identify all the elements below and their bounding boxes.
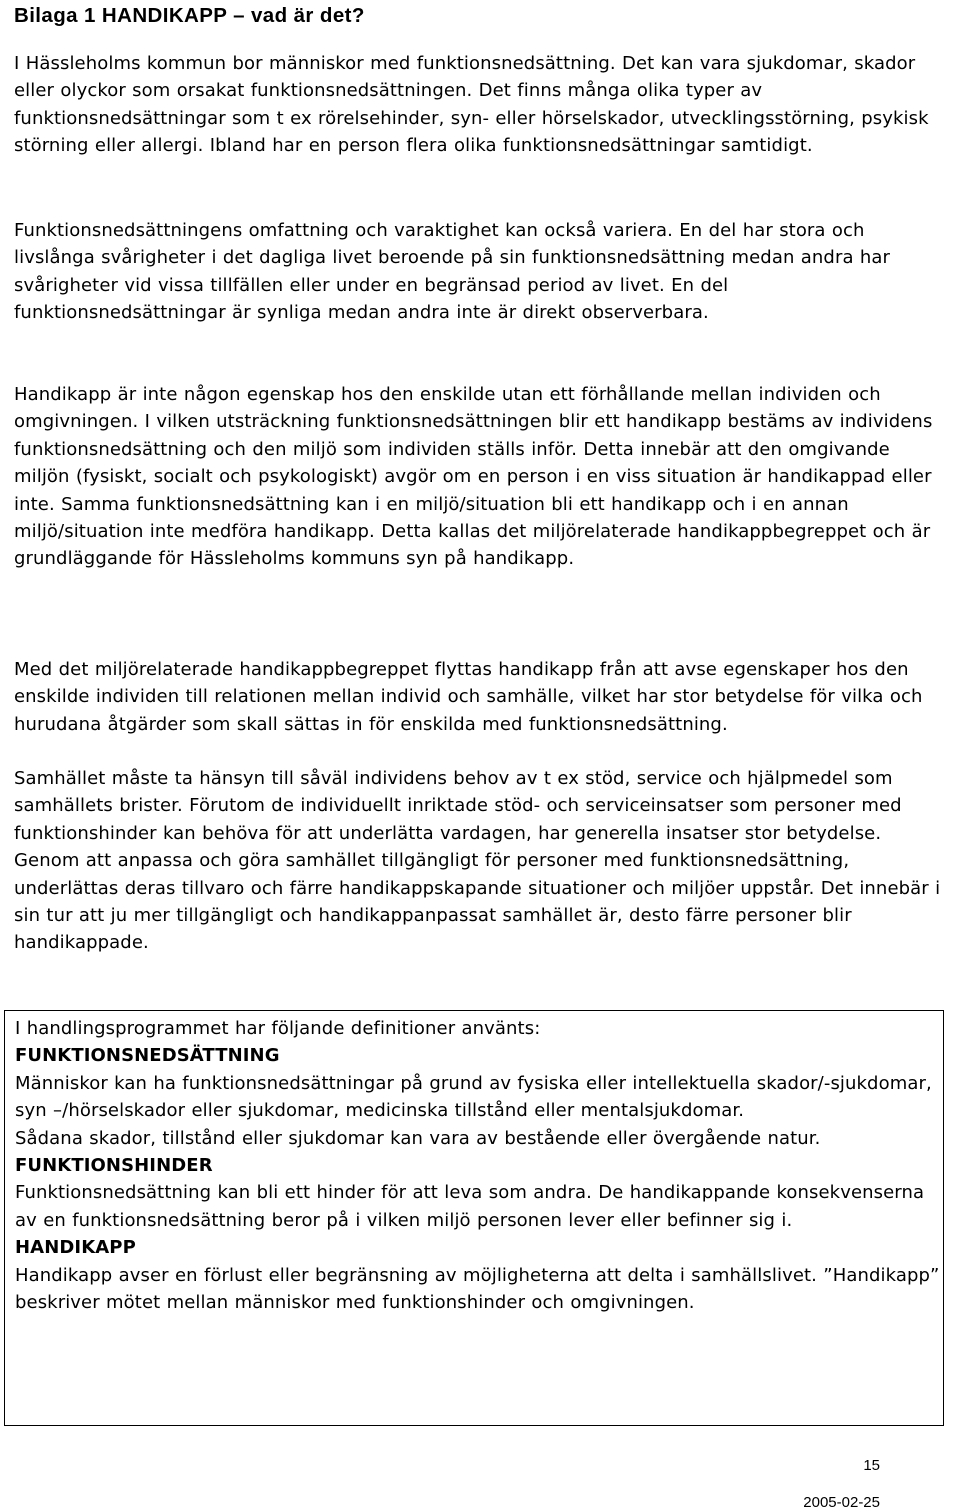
definitions-box [4,1010,944,1426]
term-funktionsnedsattning-text-1: Människor kan ha funktionsnedsättningar på grund av fysiska eller intellektuella skador/-sjukdomar, syn –/hörselskador eller sjukdomar, medicinska tillstånd eller mentalsjukdomar. [15,1072,932,1122]
paragraph-intro: I Hässleholms kommun bor människor med funktionsnedsättning. Det kan vara sjukdomar, skador eller olyckor som orsakat funktionsnedsättningen. Det finns många olika typer av funktionsnedsättningar som t ex rörelsehinder, syn- eller hörselskador, utvecklingsstörning, psykisk störning eller allergi. Ibland har en person flera olika funktionsnedsättningar samtidigt. [14,53,929,157]
definitions-intro: I handlingsprogrammet har följande definitioner använts: [15,1018,541,1039]
paragraph-environment: Med det miljörelaterade handikappbegreppet flyttas handikapp från att avse egenskaper hos den enskilde individen till relationen mellan individ och samhälle, vilket har stor betydelse för vilka och hurudana åtgärder som skall sättas in för enskilda med funktionsnedsättning. [14,659,923,735]
paragraph-scope: Funktionsnedsättningens omfattning och varaktighet kan också variera. En del har stora och livslånga svårigheter i det dagliga livet beroende på sin funktionsnedsättning medan andra har svårigheter vid vissa tillfällen eller under en begränsad period av livet. En del funktionsnedsättningar är synliga medan andra inte är direkt observerbara. [14,220,891,324]
page-title: Bilaga 1 HANDIKAPP – vad är det? [14,4,365,27]
term-handikapp: HANDIKAPP [15,1237,136,1259]
term-funktionshinder: FUNKTIONSHINDER [15,1155,213,1177]
term-funktionsnedsattning-text-2: Sådana skador, tillstånd eller sjukdomar kan vara av bestående eller övergående natur. [15,1127,821,1149]
page-number: 15 [863,1457,880,1474]
page-date: 2005-02-25 [803,1494,880,1511]
paragraph-definition: Handikapp är inte någon egenskap hos den enskilde utan ett förhållande mellan individen och omgivningen. I vilken utsträckning funktionsnedsättningen blir ett handikapp bestäms av individens funktionsnedsättning och den miljö som individen ställs inför. Detta innebär att den omgivande miljön (fysiskt, socialt och psykologiskt) avgör om en person i en viss situation är handikappad eller inte. Samma funktionsnedsättning kan i en miljö/situation bli ett handikapp och i en annan miljö/situation inte medföra handikapp. Detta kallas det miljörelaterade handikappbegreppet och är grundläggande för Hässleholms kommuns syn på handikapp. [14,384,933,570]
term-funktionshinder-text: Funktionsnedsättning kan bli ett hinder för att leva som andra. De handikappande konsekvenserna av en funktionsnedsättning beror på i vilken miljö personen lever eller befinner sig i. [15,1182,925,1231]
term-handikapp-text: Handikapp avser en förlust eller begränsning av möjligheterna att delta i samhällslivet. ”Handikapp” beskriver mötet mellan människor med funktionshinder och omgivningen. [15,1264,940,1314]
paragraph-society: Samhället måste ta hänsyn till såväl individens behov av t ex stöd, service och hjälpmedel som samhällets brister. Förutom de individuellt inriktade stöd- och serviceinsatser som personer med funktionshinder kan behöva för att underlätta vardagen, har generella insatser stor betydelse. Genom att anpassa och göra samhället tillgängligt för personer med funktionsnedsättning, underlättas deras tillvaro och färre handikappskapande situationer och miljöer uppstår. Det innebär i sin tur att ju mer tillgängligt och handikappanpassat samhället är, desto färre personer blir handikappade. [14,768,941,954]
term-funktionsnedsattning: FUNKTIONSNEDSÄTTNING [15,1045,280,1067]
definitions-content [15,1015,940,1316]
